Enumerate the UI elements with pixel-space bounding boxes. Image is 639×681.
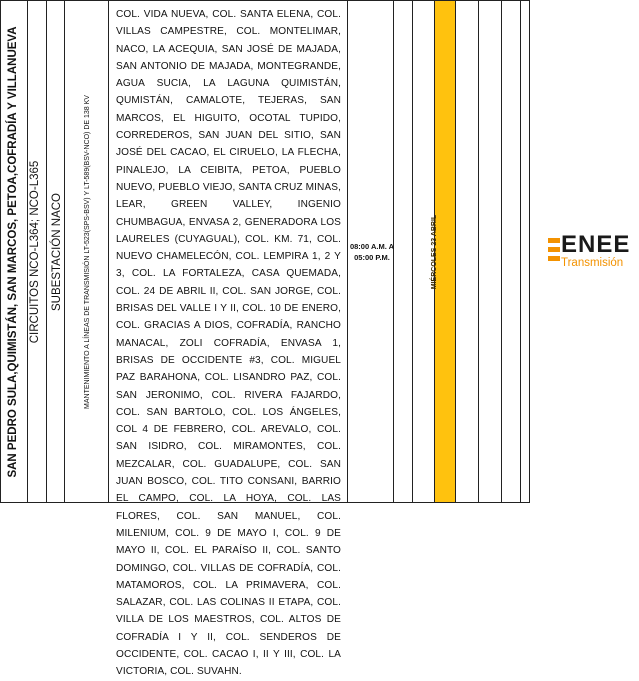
column-divider (0, 0, 1, 503)
column-divider (455, 0, 456, 503)
column-divider (529, 0, 530, 503)
enee-transmision-logo (548, 231, 639, 270)
substation-cell: SUBESTACIÓN NACO (51, 193, 63, 311)
logo-bars-icon (548, 238, 560, 262)
region-cell: SAN PEDRO SULA,QUIMISTÁN, SAN MARCOS, PETOA,COFRADÍA Y VILLANUEVA (7, 26, 19, 478)
logo-word: ENEE (561, 231, 631, 258)
logo-subtitle: Transmisión (561, 257, 624, 269)
column-divider (520, 0, 521, 503)
time-from: 08:00 A.M. A (349, 242, 395, 251)
time-to: 05:00 P.M. (354, 253, 390, 262)
circuits-cell: CIRCUITOS NCO-L364; NCO-L365 (29, 160, 41, 344)
day-cell: MIÉRCOLES 23 ABRIL (431, 214, 438, 290)
work-description-cell: MANTENIMIENTO A LÍNEAS DE TRANSMISIÓN LT-523(SPS-BSV) Y LT-589(BSV-NCO) DE 138 KV (84, 95, 91, 409)
column-divider (347, 0, 348, 503)
column-divider (501, 0, 502, 503)
column-divider (412, 0, 413, 503)
table-top-border (0, 0, 530, 1)
column-divider (478, 0, 479, 503)
affected-areas-cell: COL. VIDA NUEVA, COL. SANTA ELENA, COL. VILLAS CAMPESTRE, COL. MONTELIMAR, NACO, LA ACEQUIA, SAN JOSÉ DE MAJADA, SAN ANTONIO DE MAJADA, MONTEGRANDE, AGUA SUCIA, LA LAGUNA QUIMISTÁN, QUMISTÁN, CAMALOTE, TEJERAS, SAN MARCOS, EL HIGUITO, OCOTAL TUPIDO, CORREDEROS, SAN JUAN DEL SITIO, SAN JOSÉ DEL CACAO, EL CIRUELO, LA FLECHA, PINALEJO, LA CEIBITA, PETOA, PUEBLO NUEVO, PUEBLO VIEJO, SANTA CRUZ MINAS, LEAR, GREEN VALLEY, INGENIO CHUMBAGUA, ENVASA 2, GENERADORA LOS LAURELES (CUYAGUAL), COL. KM. 71, COL. NUEVO CHAMELECÓN, COL. LEMPIRA 1, 2 Y 3, COL. LA FORTALEZA, CASA QUEMADA, COL. 24 DE ABRIL II, COL. SAN JORGE, COL. BRISAS DEL VALLE I Y II, COL. 10 DE ENERO, COL. GRACIAS A DIOS, COFRADÍA, RANCHO MANACAL, ZOLI COFRADÍA, ENVASA 1, BRISAS DE OCCIDENTE #3, COL. MIGUEL PAZ BARAHONA, COL. LISANDRO PAZ, COL. SAN JERONIMO, COL. RIVERA FAJARDO, COL. SAN BARTOLO, COL. LOS ÁNGELES, COL 4 DE FEBRERO, COL. AREVALO, COL. SAN ISIDRO, COL. MIRAMONTES, COL. MEZCALAR, COL. GUADALUPE, COL. SAN JUAN BOSCO, COL. TITO CONSANI, BARRIO EL CAMPO, COL. LA HOYA, COL. LAS FLORES, COL. SAN MANUEL, COL. MILENIUM, COL. 9 DE MAYO I, COL. 9 DE MAYO II, COL. EL PARAÍSO II, COL. SANTO DOMINGO, COL. VILLAS DE COFRADÍA, COL. MATAMOROS, COL. LA PRIMAVERA, COL. SALAZAR, COL. LAS COLINAS II ETAPA, COL. VILLA DE LOS MAESTROS, COL. ALTOS DE COFRADÍA I Y II, COL. SENDEROS DE OCCIDENTE, COL. CACAO I, II Y III, COL. LA VICTORIA, COL. SUVAHN. (116, 9, 341, 678)
column-divider (108, 0, 109, 503)
time-cell (349, 241, 395, 263)
column-divider (46, 0, 47, 503)
